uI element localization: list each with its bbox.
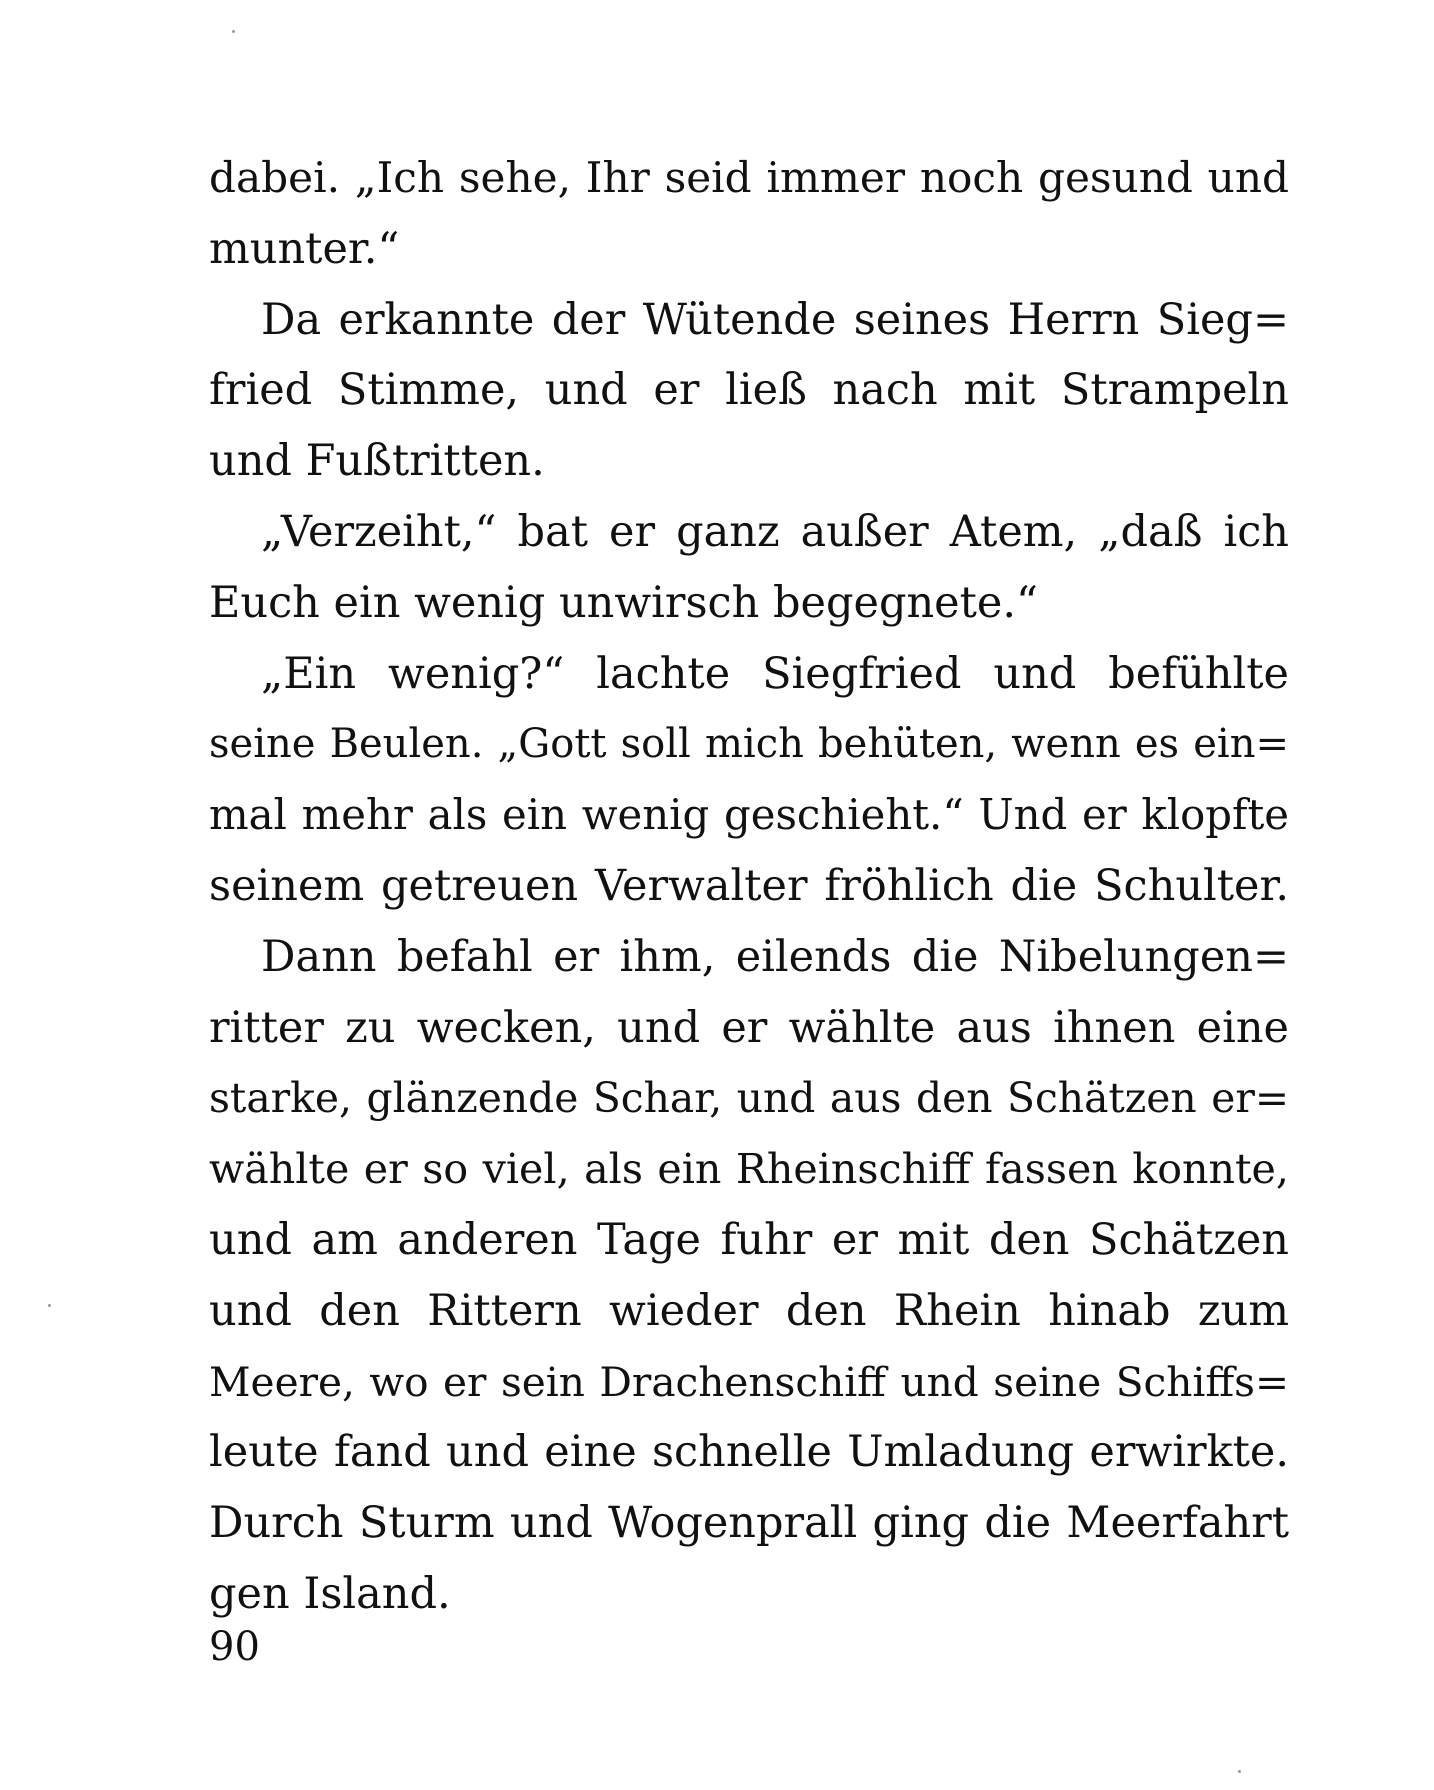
text-line: starke, glänzende Schar, und aus den Schätzen er= xyxy=(209,1074,1289,1123)
text-line: munter.“ xyxy=(209,223,400,274)
text-line: Meere, wo er sein Drachenschiff und seine Schiffs= xyxy=(209,1357,1289,1406)
paper-speck xyxy=(232,30,235,33)
text-line: wählte er so viel, als ein Rheinschiff fassen konnte, xyxy=(209,1145,1289,1194)
text-line: Euch ein wenig unwirsch begegnete.“ xyxy=(209,577,1038,628)
text-line: seinem getreuen Verwalter fröhlich die Schulter. xyxy=(209,860,1289,911)
text-line: ritter zu wecken, und er wählte aus ihnen eine xyxy=(209,1002,1289,1053)
paper-speck xyxy=(48,1304,51,1307)
text-line: Durch Sturm und Wogenprall ging die Meerfahrt xyxy=(209,1498,1289,1549)
text-line: und am anderen Tage fuhr er mit den Schätzen xyxy=(209,1214,1289,1265)
text-line: Da erkannte der Wütende seines Herrn Sieg= xyxy=(261,294,1289,345)
paper-speck xyxy=(1238,1770,1241,1773)
text-line: „Verzeiht,“ bat er ganz außer Atem, „daß ich xyxy=(261,506,1289,557)
body-text xyxy=(209,143,1289,1630)
text-line: gen Island. xyxy=(209,1568,451,1619)
text-line: seine Beulen. „Gott soll mich behüten, wenn es ein= xyxy=(209,721,1289,768)
text-line: und Fußtritten. xyxy=(209,436,545,487)
text-line: Dann befahl er ihm, eilends die Nibelungen= xyxy=(261,931,1289,982)
text-line: mal mehr als ein wenig geschieht.“ Und er klopfte xyxy=(209,790,1289,840)
text-line: dabei. „Ich sehe, Ihr seid immer noch gesund und xyxy=(209,153,1289,202)
text-line: fried Stimme, und er ließ nach mit Strampeln xyxy=(209,365,1289,416)
text-line: und den Rittern wieder den Rhein hinab zum xyxy=(209,1285,1289,1336)
page-number: 90 xyxy=(209,1624,260,1670)
text-line: „Ein wenig?“ lachte Siegfried und befühlte xyxy=(261,648,1289,699)
text-line: leute fand und eine schnelle Umladung erwirkte. xyxy=(209,1427,1289,1478)
